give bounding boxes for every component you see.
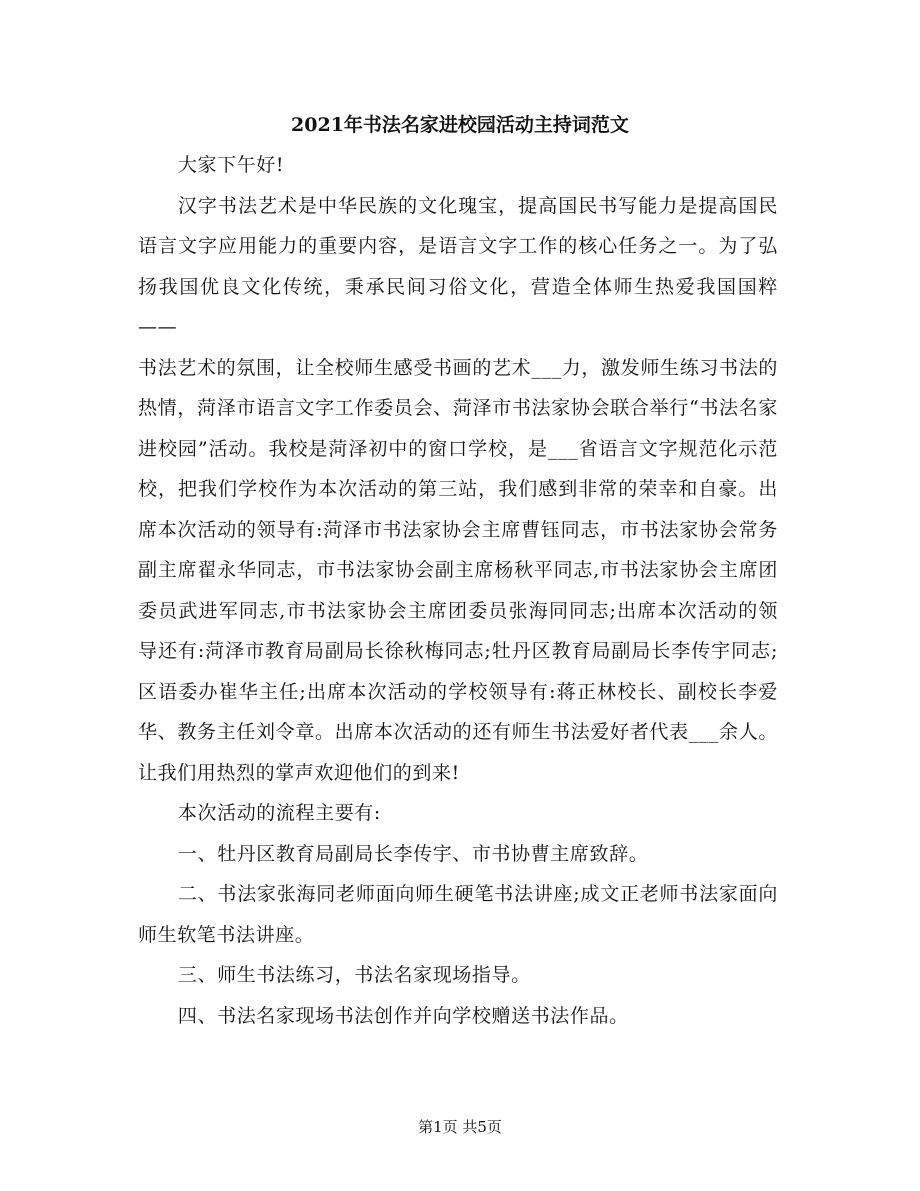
- paragraph: 大家下午好!: [177, 154, 285, 176]
- paragraph: 书法艺术的氛围，让全校师生感受书画的艺术___力，激发师生练习书法的热情，菏泽市语言文字工作委员会、菏泽市书法家协会联合举行“书法名家进校园”活动。我校是菏泽初中的窗口学校，是___省语言文字规范化示范校，把我们学校作为本次活动的第三站，我们感到非常的荣幸和自豪。出席本次活动的领导有:菏泽市书法家协会主席曹钰同志，市书法家协会常务副主席翟永华同志，市书法家协会副主席杨秋平同志,市书法家协会主席团委员武进军同志,市书法家协会主席团委员张海同同志;出席本次活动的领导还有:菏泽市教育局副局长徐秋梅同志;牡丹区教育局副局长李传宇同志;区语委办崔华主任;出席本次活动的学校领导有:蒋正林校长、副校长李爱华、教务主任刘令章。出席本次活动的还有师生书法爱好者代表___余人。让我们用热烈的掌声欢迎他们的到来!: [138, 356, 778, 784]
- page-number-footer: 第1页 共5页: [418, 1118, 502, 1136]
- document-title: 2021年书法名家进校园活动主持词范文: [291, 114, 629, 136]
- document-body: [138, 145, 778, 1036]
- paragraph: 四、书法名家现场书法创作并向学校赠送书法作品。: [177, 1004, 629, 1027]
- paragraph: 汉字书法艺术是中华民族的文化瑰宝，提高国民书写能力是提高国民语言文字应用能力的重要内容，是语言文字工作的核心任务之一。为了弘扬我国优良文化传统，秉承民间习俗文化，营造全体师生热爱我国国粹——: [138, 194, 778, 338]
- paragraph: 一、牡丹区教育局副局长李传宇、市书协曹主席致辞。: [177, 842, 649, 865]
- paragraph: 本次活动的流程主要有:: [177, 802, 381, 824]
- paragraph: 二、书法家张海同老师面向师生硬笔书法讲座;成文正老师书法家面向师生软笔书法讲座。: [138, 883, 778, 946]
- paragraph: 三、师生书法练习，书法名家现场指导。: [177, 964, 531, 986]
